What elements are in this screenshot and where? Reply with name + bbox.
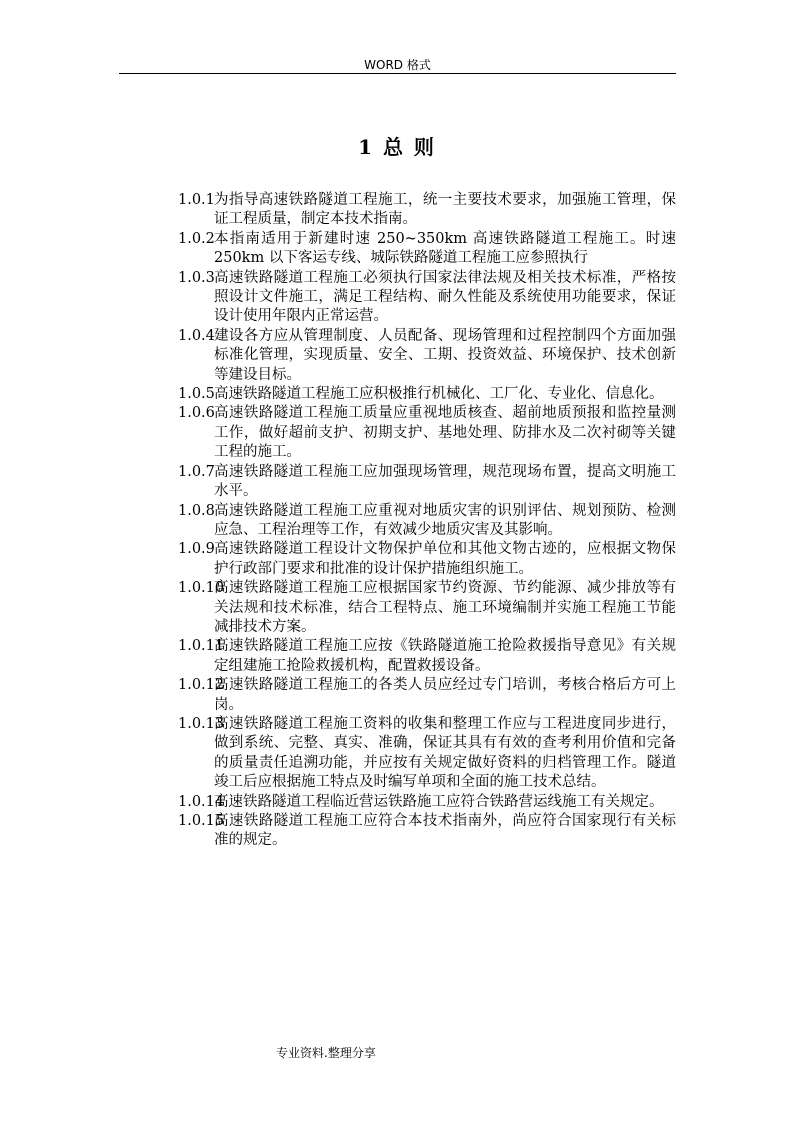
clause-item [178, 327, 676, 385]
clause-text: 高速铁路隧道工程施工应加强现场管理，规范现场布置，提高文明施工水平。 [214, 463, 676, 500]
clause-text: 高速铁路隧道工程施工应积极推行机械化、工厂化、专业化、信息化。 [214, 386, 664, 403]
chapter-title: 1 总 则 [358, 135, 436, 159]
clause-number: 1.0.2 [178, 230, 215, 247]
clause-item [178, 793, 676, 812]
clause-number: 1.0.12 [178, 677, 225, 694]
clause-number: 1.0.11 [178, 638, 225, 655]
clause-item [178, 191, 676, 230]
clause-number: 1.0.6 [178, 405, 215, 422]
clause-number: 1.0.9 [178, 541, 215, 558]
clause-number: 1.0.8 [178, 502, 215, 519]
clause-item [178, 385, 676, 404]
clause-text: 高速铁路隧道工程施工应根据国家节约资源、节约能源、减少排放等有关法规和技术标准，结合工程特点、施工环境编制并实施工程施工节能减排技术方案。 [214, 580, 676, 635]
clause-number: 1.0.10 [178, 580, 225, 597]
clause-number: 1.0.1 [178, 192, 215, 208]
clause-item [178, 579, 676, 637]
clause-text: 高速铁路隧道工程设计文物保护单位和其他文物古迹的，应根据文物保护行政部门要求和批准的设计保护措施组织施工。 [214, 541, 676, 577]
clause-number: 1.0.5 [178, 386, 215, 403]
clause-text: 建设各方应从管理制度、人员配备、现场管理和过程控制四个方面加强标准化管理，实现质量、安全、工期、投资效益、环境保护、技术创新等建设目标。 [214, 327, 676, 383]
clause-number: 1.0.13 [178, 715, 225, 732]
clause-item [178, 230, 676, 269]
clause-item [178, 715, 676, 793]
clause-item [178, 463, 676, 502]
clause-text: 本指南适用于新建时速 250~350km 高速铁路隧道工程施工。时速 250km 以下客运专线、城际铁路隧道工程施工应参照执行 [214, 230, 676, 267]
clause-text: 高速铁路隧道工程施工必须执行国家法律法规及相关技术标准，严格按照设计文件施工，满足工程结构、耐久性能及系统使用功能要求，保证设计使用年限内正常运营。 [214, 269, 676, 325]
clause-item [178, 404, 676, 462]
clause-item [178, 676, 676, 715]
clause-number: 1.0.14 [178, 793, 225, 810]
clause-number: 1.0.3 [178, 269, 215, 286]
clause-item [178, 269, 676, 327]
clause-text: 高速铁路隧道工程施工应符合本技术指南外，尚应符合国家现行有关标准的规定。 [214, 813, 676, 849]
page-footer: 专业资料.整理分享 [276, 1046, 376, 1060]
clause-text: 高速铁路隧道工程施工资料的收集和整理工作应与工程进度同步进行，做到系统、完整、真实、准确，保证其具有有效的查考利用价值和完备的质量责任追溯功能，并应按有关规定做好资料的归档管理工作。隧道竣工后应根据施工特点及时编写单项和全面的施工技术总结。 [214, 715, 676, 791]
header-divider [119, 73, 676, 74]
clause-number: 1.0.4 [178, 327, 215, 344]
clause-text: 高速铁路隧道工程施工应重视对地质灾害的识别评估、规划预防、检测应急、工程治理等工作，有效减少地质灾害及其影响。 [214, 502, 676, 538]
clause-number: 1.0.15 [178, 813, 225, 829]
clause-item [178, 812, 676, 851]
clause-text: 为指导高速铁路隧道工程施工，统一主要技术要求，加强施工管理，保证工程质量，制定本技术指南。 [214, 192, 676, 228]
clause-text: 高速铁路隧道工程施工质量应重视地质核查、超前地质预报和监控量测工作，做好超前支护、初期支护、基地处理、防排水及二次衬砌等关键工程的施工。 [214, 405, 676, 461]
clause-text: 高速铁路隧道工程临近营运铁路施工应符合铁路营运线施工有关规定。 [214, 793, 664, 810]
page-header: WORD 格式 [364, 58, 431, 72]
clause-number: 1.0.7 [178, 463, 215, 480]
clause-text: 高速铁路隧道工程施工的各类人员应经过专门培训，考核合格后方可上岗。 [214, 677, 676, 713]
clause-item [178, 637, 676, 676]
clause-item [178, 502, 676, 541]
clause-text: 高速铁路隧道工程施工应按《铁路隧道施工抢险救援指导意见》有关规定组建施工抢险救援机构，配置救援设备。 [214, 638, 676, 674]
clause-list [178, 191, 676, 851]
clause-item [178, 540, 676, 579]
